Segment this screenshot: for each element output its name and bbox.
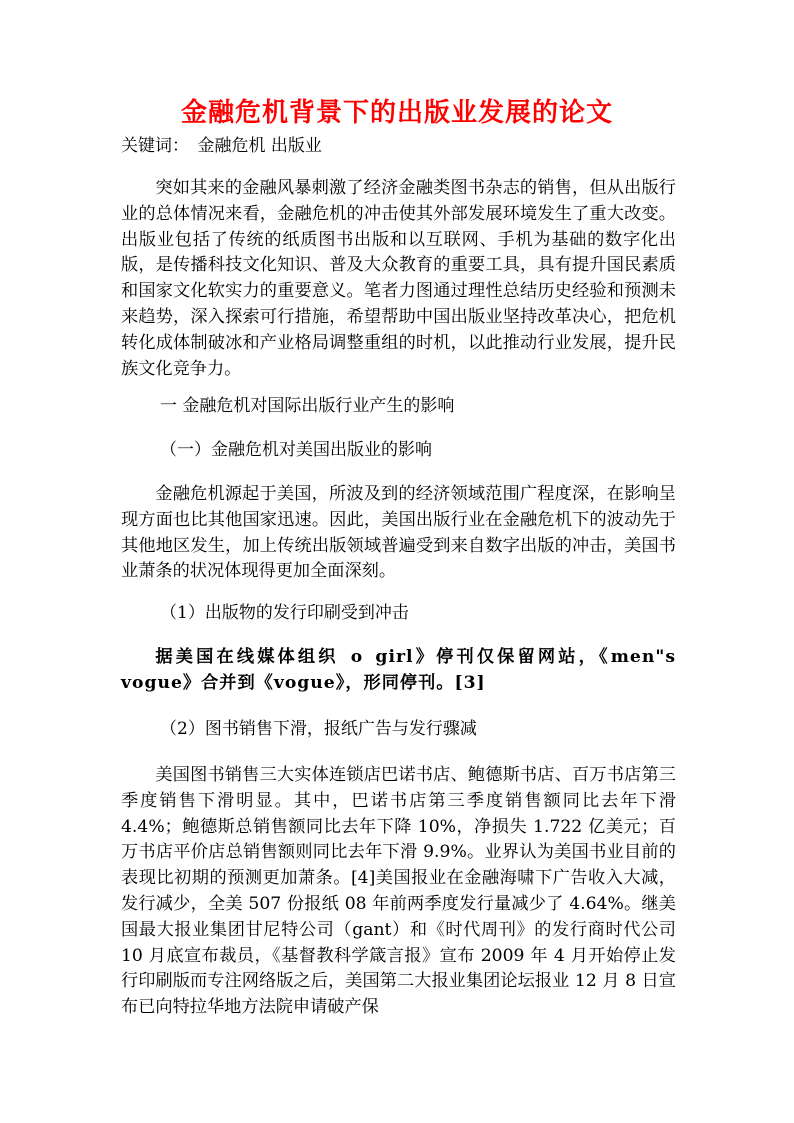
item-heading-1: （1）出版物的发行印刷受到冲击 (160, 603, 409, 623)
us-impact-paragraph: 金融危机源起于美国，所波及到的经济领域范围广程度深，在影响呈现方面也比其他国家迅速。因此，美国出版行业在金融危机下的波动先于其他地区发生，加上传统出版领域普遍受到来自数字出版的冲击，美国书业萧条的状况体现得更加全面深刻。 (121, 484, 676, 582)
item1-paragraph: 据美国在线媒体组织 o girl》停刊仅保留网站，《men"s vogue》合并到《vogue》，形同停刊。[3] (121, 647, 676, 693)
section-heading-1: 一 金融危机对国际出版行业产生的影响 (160, 396, 455, 416)
item-heading-2: （2）图书销售下滑，报纸广告与发行骤减 (160, 719, 477, 739)
intro-paragraph: 突如其来的金融风暴刺激了经济金融类图书杂志的销售，但从出版行业的总体情况来看，金融危机的冲击使其外部发展环境发生了重大改变。出版业包括了传统的纸质图书出版和以互联网、手机为基础的数字化出版，是传播科技文化知识、普及大众教育的重要工具，具有提升国民素质和国家文化软实力的重要意义。笔者力图通过理性总结历史经验和预测未来趋势，深入探索可行措施，希望帮助中国出版业坚持改革决心，把危机转化成体制破冰和产业格局调整重组的时机，以此推动行业发展，提升民族文化竞争力。 (121, 178, 676, 379)
subsection-heading-1: （一）金融危机对美国出版业的影响 (160, 440, 432, 460)
keywords-line: 关键词： 金融危机 出版业 (121, 136, 322, 156)
item2-paragraph: 美国图书销售三大实体连锁店巴诺书店、鲍德斯书店、百万书店第三季度销售下滑明显。其中，巴诺书店第三季度销售额同比去年下滑 4.4%；鲍德斯总销售额同比去年下降 10%，净损失 1.722 亿美元；百万书店平价店总销售额则同比去年下滑 9.9%。业界认为美国书业目前的表现比初期的预测更加萧条。[4]美国报业在金融海啸下广告收入大减，发行减少，全美 507 份报纸 08 年前两季度发行量减少了 4.64%。继美国最大报业集团甘尼特公司（gant）和《时代周刊》的发行商时代公司 10 月底宣布裁员，《基督教科学箴言报》宣布 2009 年 4 月开始停止发行印刷版而专注网络版之后，美国第二大报业集团论坛报业 12 月 8 日宣布已向特拉华地方法院申请破产保 (121, 765, 676, 1018)
document-title: 金融危机背景下的出版业发展的论文 (180, 98, 613, 128)
